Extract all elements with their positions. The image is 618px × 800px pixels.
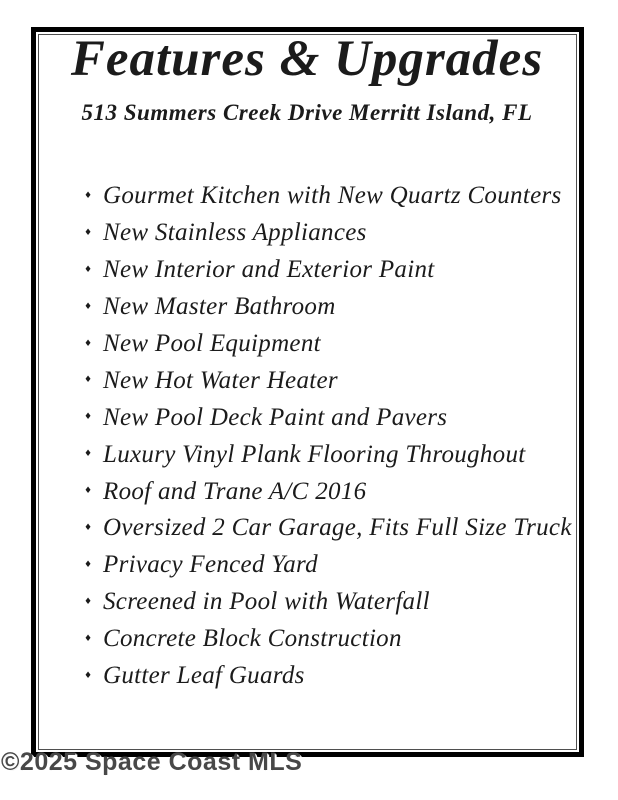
diamond-bullet-icon: ♦ bbox=[84, 486, 93, 497]
feature-text: New Master Bathroom bbox=[103, 293, 336, 321]
feature-item bbox=[84, 289, 572, 326]
feature-item bbox=[84, 362, 572, 399]
diamond-bullet-icon: ♦ bbox=[84, 338, 93, 349]
feature-text: Oversized 2 Car Garage, Fits Full Size Truck bbox=[103, 514, 572, 542]
feature-item bbox=[84, 178, 572, 215]
feature-text: Gourmet Kitchen with New Quartz Counters bbox=[103, 182, 562, 210]
diamond-bullet-icon: ♦ bbox=[84, 449, 93, 460]
feature-text: New Pool Deck Paint and Pavers bbox=[103, 403, 448, 431]
feature-text: Luxury Vinyl Plank Flooring Throughout bbox=[103, 440, 526, 468]
feature-item bbox=[84, 547, 572, 584]
diamond-bullet-icon: ♦ bbox=[84, 301, 93, 312]
diamond-bullet-icon: ♦ bbox=[84, 190, 93, 201]
feature-text: New Interior and Exterior Paint bbox=[103, 256, 435, 284]
feature-item bbox=[84, 252, 572, 289]
feature-text: New Hot Water Heater bbox=[103, 366, 338, 394]
diamond-bullet-icon: ♦ bbox=[84, 264, 93, 275]
diamond-bullet-icon: ♦ bbox=[84, 633, 93, 644]
diamond-bullet-icon: ♦ bbox=[84, 596, 93, 607]
feature-item bbox=[84, 658, 572, 695]
feature-item bbox=[84, 399, 572, 436]
diamond-bullet-icon: ♦ bbox=[84, 522, 93, 533]
feature-text: Roof and Trane A/C 2016 bbox=[103, 477, 367, 505]
feature-item bbox=[84, 621, 572, 658]
page-subtitle: 513 Summers Creek Drive Merritt Island, FL bbox=[81, 100, 533, 125]
features-list bbox=[84, 178, 572, 694]
diamond-bullet-icon: ♦ bbox=[84, 412, 93, 423]
feature-item bbox=[84, 584, 572, 621]
diamond-bullet-icon: ♦ bbox=[84, 670, 93, 681]
diamond-bullet-icon: ♦ bbox=[84, 559, 93, 570]
feature-text: Privacy Fenced Yard bbox=[103, 551, 318, 579]
feature-text: Concrete Block Construction bbox=[103, 625, 402, 653]
feature-text: Gutter Leaf Guards bbox=[103, 662, 305, 690]
diamond-bullet-icon: ♦ bbox=[84, 375, 93, 386]
feature-item bbox=[84, 215, 572, 252]
feature-item bbox=[84, 473, 572, 510]
feature-text: New Pool Equipment bbox=[103, 330, 321, 357]
feature-item bbox=[84, 510, 572, 547]
feature-item bbox=[84, 436, 572, 473]
page-title: Features & Upgrades bbox=[70, 31, 544, 87]
diamond-bullet-icon: ♦ bbox=[84, 227, 93, 238]
feature-item bbox=[84, 326, 572, 363]
mls-watermark: ©2025 Space Coast MLS bbox=[1, 748, 303, 776]
feature-text: Screened in Pool with Waterfall bbox=[103, 588, 430, 616]
feature-text: New Stainless Appliances bbox=[103, 219, 367, 247]
